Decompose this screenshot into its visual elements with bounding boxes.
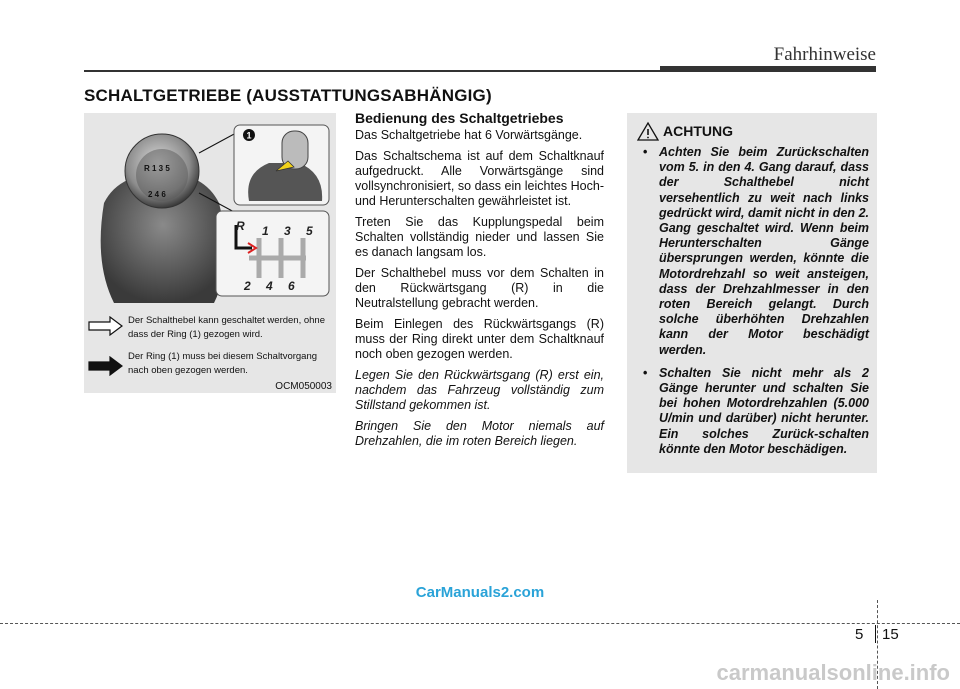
figure-code: OCM050003	[275, 381, 332, 392]
chapter-number: 5	[855, 626, 864, 643]
legend-no-ring: Der Schalthebel kann geschaltet werden, ohne dass der Ring (1) gezogen wird.	[128, 315, 325, 340]
gear-label-3: 3	[284, 224, 291, 238]
gear-label-1: 1	[262, 224, 269, 238]
header-title: Fahrhinweise	[773, 44, 876, 65]
warning-list	[627, 145, 869, 465]
header-rule	[84, 70, 660, 72]
body-heading: Bedienung des Schaltgetriebes	[355, 110, 564, 126]
warning-triangle-icon	[637, 121, 659, 141]
legend-pull-ring: Der Ring (1) muss bei diesem Schaltvorgang nach oben gezogen werden.	[128, 351, 318, 376]
gearshift-figure	[84, 113, 336, 393]
warning-item: • Achten Sie beim Zurückschalten vom 5. in den 4. Gang darauf, dass der Schalthebel nicht versehentlich zu weit nach links gedrückt wird, damit nicht in den 2. Gang geschaltet wird. Wenn beim Herunterschalten Gänge übersprungen werden, könnte die Motordrehzahl so weit ansteigen, dass der Drehzahlmesser in den roten Bereich gelangt. Durch solche überhöhten Drehzahlen kann der Motor beschädigt werden.	[645, 145, 869, 358]
paragraph: Der Schalthebel muss vor dem Schalten in den Rückwärtsgang (R) in die Neutralstellung gebracht werden.	[355, 266, 604, 310]
page-separator	[875, 625, 876, 643]
paragraph-italic: Legen Sie den Rückwärtsgang (R) erst ein, nachdem das Fahrzeug vollständig zum Stillstand gekommen ist.	[355, 368, 604, 412]
footer-rule	[0, 623, 960, 624]
warning-title: ACHTUNG	[663, 123, 733, 139]
callout-number: 1	[246, 130, 252, 141]
paragraph-italic: Bringen Sie den Motor niemals auf Drehzahlen, die im roten Bereich liegen.	[355, 419, 604, 448]
knob-gears-top: R 1 3 5	[144, 164, 170, 173]
callout-line	[199, 133, 236, 153]
paragraph: Treten Sie das Kupplungspedal beim Schalten vollständig nieder und lassen Sie es danach langsam los.	[355, 215, 604, 259]
paragraph: Das Schaltschema ist auf dem Schaltknauf aufgedruckt. Alle Vorwärtsgänge sind vollsynchronisiert, so dass ein leichtes Hoch- und Herunterschalten gewährleistet ist.	[355, 149, 604, 208]
warning-box	[627, 113, 877, 473]
gear-label-5: 5	[306, 224, 313, 238]
page-number: 15	[882, 626, 899, 643]
gear-label-2: 2	[244, 279, 251, 293]
gearshift-illustration	[84, 113, 336, 313]
paragraph: Beim Einlegen des Rückwärtsgangs (R) muss der Ring direkt unter dem Schaltknauf noch oben gezogen werden.	[355, 317, 604, 361]
paragraph: Das Schaltgetriebe hat 6 Vorwärtsgänge.	[355, 128, 583, 142]
section-title: SCHALTGETRIEBE (AUSSTATTUNGSABHÄNGIG)	[84, 86, 492, 105]
watermark-carmanuals2: CarManuals2.com	[415, 584, 545, 601]
knob-gears-bottom: 2 4 6	[148, 190, 166, 199]
outline-arrow-icon	[88, 316, 124, 336]
gear-label-R: R	[236, 219, 245, 233]
body-text	[355, 110, 604, 455]
warning-item: • Schalten Sie nicht mehr als 2 Gänge herunter und schalten Sie bei hohen Motordrehzahlen (5.000 U/min und darüber) nicht herunter. Ein solches Zurück-schalten könnte den Motor beschädigen.	[645, 366, 869, 457]
watermark-carmanualsonline: carmanualsonline.info	[716, 660, 950, 685]
gear-label-6: 6	[288, 279, 295, 293]
header-rule-thick	[660, 66, 876, 72]
filled-arrow-icon	[88, 356, 124, 376]
gear-label-4: 4	[266, 279, 273, 293]
